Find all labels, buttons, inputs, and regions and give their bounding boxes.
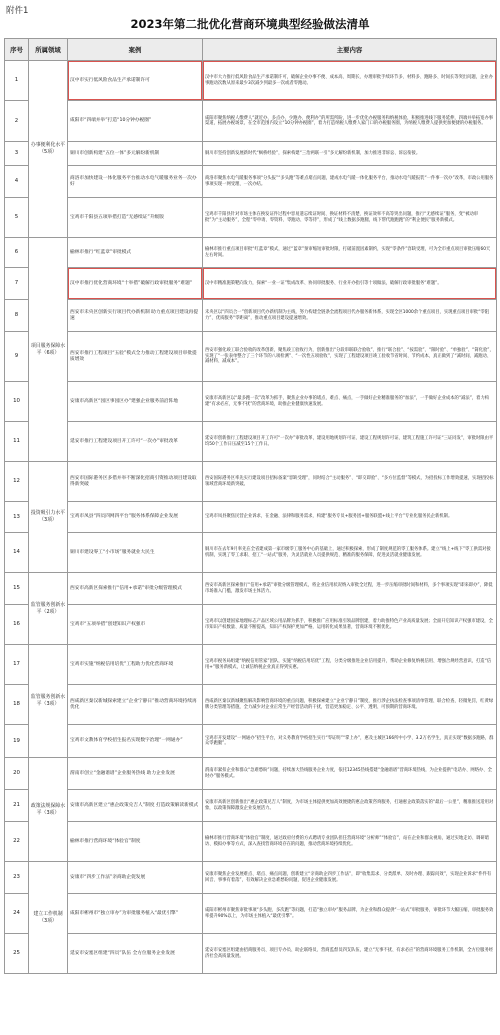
row-number: 10 xyxy=(5,382,29,422)
case-cell: 汉中市推行优化营商环境“十举措”破解行政审批服务“难题” xyxy=(68,268,203,300)
case-cell: 咸阳市“四端并举”打造“10分钟办税圈” xyxy=(68,101,203,142)
col-header-content: 主要内容 xyxy=(203,39,497,61)
case-cell: 西安市推行工程项目“五验”模式全力推动工程建设项目审批提质增效 xyxy=(68,332,203,382)
area-group-label: 投资吸引力水平（3项） xyxy=(29,462,68,573)
content-cell: 商洛市聚焦水电气暖服务事项“分头报”“多头跑”等难点堵点问题，建成水电气暖一体化服务平台，推动水电气暖报装“一件事一次办”改革，市政公用服务事项实现一网受理、一次办结。 xyxy=(203,166,497,198)
table-row xyxy=(5,422,497,462)
row-number: 16 xyxy=(5,605,29,645)
table-row xyxy=(5,61,497,101)
case-cell: 延安市推行工程建设项目开工许可“一次办”审批改革 xyxy=(68,422,203,462)
table-row xyxy=(5,573,497,605)
content-cell: 宝鸡市以创建国家地理标志产品区域公用品牌为抓手，积极推广应用标准引领品牌创建，着力助推特色产业高质量发展；全面开启知识产权强市建设，全市知识产权数量、质量不断提高，知识产权保护更加严格，运用转化成果显著，营商环境不断优化。 xyxy=(203,605,497,645)
content-cell: 榆林市推行重点项目审批“红蓝章”模式，通过“蓝章”预审缩短审批时限，打破前置因素制约，实现“零条件”容缺受理，可为全市重点项目审批压缩60天左右时间。 xyxy=(203,238,497,268)
row-number: 7 xyxy=(5,268,29,300)
row-number: 20 xyxy=(5,758,29,790)
area-group-label: 政策法规保障水平（3项） xyxy=(29,758,68,862)
case-cell: 宝鸡市千阳县五项举措打造“无感续证”升级版 xyxy=(68,198,203,238)
table-row xyxy=(5,645,497,685)
case-cell: 西安市高新区探索推行“信用+承诺”审批分级管理模式 xyxy=(68,573,203,605)
table-row xyxy=(5,758,497,790)
row-number: 23 xyxy=(5,862,29,894)
table-row xyxy=(5,790,497,822)
table-row xyxy=(5,822,497,862)
case-cell: 安康市“四步工作法”亲商助企促发展 xyxy=(68,862,203,894)
table-row xyxy=(5,332,497,382)
content-cell: 延安市创新推行工程建设项目开工许可“一次办”审批改革，建设用地规划许可证、建设工程规划许可证、建筑工程施工许可证“三证同发”，审批时限由平均50个工作日压减至15个工作日。 xyxy=(203,422,497,462)
area-group-label: 监管服务创新水平（2项） xyxy=(29,573,68,645)
case-cell: 宝鸡市凤县“四员四网四平台”服务体系保障企业发展 xyxy=(68,502,203,533)
case-cell: 延安市安塞区组建“四员”队伍 全方位服务企业发展 xyxy=(68,934,203,974)
table-row xyxy=(5,300,497,332)
case-cell: 榆林市推行营商环境“体验官”制度 xyxy=(68,822,203,862)
case-cell: 汉中市实行低风险食品生产承诺制许可 xyxy=(68,61,203,101)
table-row xyxy=(5,894,497,934)
area-group-label: 办事便利化水平（5项） xyxy=(29,61,68,238)
col-header-no: 序号 xyxy=(5,39,29,61)
content-cell: 安康市聚焦企业发展难点、堵点、痛点问题，创新建立“亲商助企四步工作法”，即“收集需求、分类派单、及时办理、跟踪问效”，实现企业诉求“件件有回音、事事有着落”，有效解决企业急难愁盼问题，促进企业健康发展。 xyxy=(203,862,497,894)
area-group-label: 项目服务保障水平（6项） xyxy=(29,238,68,462)
content-cell: 西安市强化竣工联合验收的改革创新，聚焦竣工验收行为，创新推出“分段串联联合验收”、推行“联合验”、“按需验”、“限时验”、“单独验”、“简化验”，实现了“一张表单整合了三个环节的八项检测”、“一次性五项验收”，实现了工程建设项目竣工验收节省时间、节约成本，真正做到了“减时间、减跑动、减材料、减成本”。 xyxy=(203,332,497,382)
content-cell: 西咸新区秦汉新城聚焦解决影响营商环境的重点问题，积极探索建立“企业宁静日”制度，推行涉企执法检查事项清单管理、联合检查、轻微免罚，红黄绿牌分类管理等措施，全力减少对企业正常生产经营活动的干扰，营造更加稳定、公平、透明、可预期的营商环境。 xyxy=(203,685,497,725)
row-number: 15 xyxy=(5,573,29,605)
content-cell: 安康市高新区创新推出“惠企政策兑吉人”制度，为市场主体提供更加高效便捷的惠企政策咨询服务，打通惠企政策落实的“最后一公里”，精准推送适用对象，以政策保障激发企业发展活力。 xyxy=(203,790,497,822)
content-cell: 榆林市推行营商环境“体验官”制度，通过政府付费的方式聘请专业团队担任营商环境“分析师”“体验官”，站在企业和群众视角，通过实地走访、调研暗访、模拟办事等方式，深入查找营商环境存在的问题，推动营商环境持续优化。 xyxy=(203,822,497,862)
content-cell: 安康市高新区以“最多跑一次”改革为抓手，聚焦企业办事的堵点、难点、痛点，一手做好企业精准服务的“加法”，一手做好企业成本的“减法”，着力构建“有求必应，无事不扰”的营商环境，助推企业健康快速发展。 xyxy=(203,382,497,422)
table-row xyxy=(5,268,497,300)
table-row xyxy=(5,934,497,974)
row-number: 19 xyxy=(5,725,29,758)
table-row xyxy=(5,725,497,758)
content-cell: 延安市安塞区组建由招商服务员、项目专办员、助企联络员、营商监督员四支队伍，建立“无事不扰、有求必应”的营商环境服务工作机制，全方位服务经济社会高质量发展。 xyxy=(203,934,497,974)
row-number: 25 xyxy=(5,934,29,974)
row-number: 8 xyxy=(5,300,29,332)
row-number: 9 xyxy=(5,332,29,382)
row-number: 4 xyxy=(5,166,29,198)
content-cell: 汉中市精准施策靶向发力，探索“一业一证”集成改革、协同审批服务、行业开办指引等十项做法，破解行政审批服务“难题”。 xyxy=(203,268,497,300)
page-title: 2023年第二批优化营商环境典型经验做法清单 xyxy=(130,17,370,31)
case-cell: 商洛市加快建设一体化服务平台推动水电气暖服务业务一次办好 xyxy=(68,166,203,198)
row-number: 22 xyxy=(5,822,29,862)
row-number: 24 xyxy=(5,894,29,934)
case-cell: 铜川市创新构建“五位一体”多元解纷新机制 xyxy=(68,142,203,166)
content-cell: 铜川市坚持创新发展新时代“枫桥经验”，探索构建“三治两联一引”多元解纷新机制，加力推进非诉讼、诉讼衔接。 xyxy=(203,142,497,166)
row-number: 2 xyxy=(5,101,29,142)
case-cell: 铜川市建设零工“小市场”服务就业大民生 xyxy=(68,533,203,573)
row-number: 5 xyxy=(5,198,29,238)
content-cell: 宝鸡市开发建设“一网通办”招生平台，对义务教育学校招生实行“零证明”“掌上办”，惠及主城区166所中小学、3.2万名学生，真正实现“数据多跑路，群众零跑腿”。 xyxy=(203,725,497,758)
table-row xyxy=(5,533,497,573)
content-cell: 渭南市紧扣企业和群众“急难愁盼”问题，持续加大热线服务企业力度，依托12345热线搭建“金融谱谱”营商环境热线，为企业提供“电话办、网络办、全时办”服务模式。 xyxy=(203,758,497,790)
case-cell: 渭南市创立“金融谱谱”企业服务热线 助力企业发展 xyxy=(68,758,203,790)
table-row xyxy=(5,238,497,268)
attachment-label: 附件1 xyxy=(6,6,29,16)
table-row xyxy=(5,198,497,238)
row-number: 13 xyxy=(5,502,29,533)
col-header-case: 案例 xyxy=(68,39,203,61)
row-number: 17 xyxy=(5,645,29,685)
area-group-label: 监管服务创新水平（3项） xyxy=(29,645,68,758)
table-body xyxy=(5,61,497,974)
content-cell: 未央区以“四员合一”创新项目代办新机制为主线，努力构建全链条全流程项目代办服务新体系，实现全区1000余个重点项目，实现重点项目审批“零阻力”、优质服务“零距离”，推动重点项目建设提速增效。 xyxy=(203,300,497,332)
row-number: 1 xyxy=(5,61,29,101)
experience-table xyxy=(4,38,497,974)
row-number: 6 xyxy=(5,238,29,268)
table-row xyxy=(5,862,497,894)
case-cell: 宝鸡市文教体育学校招生报名实现数字治理“一网通办” xyxy=(68,725,203,758)
case-cell: 宝鸡市实施“纳税信用培优”工程助力优化营商环境 xyxy=(68,645,203,685)
table-row xyxy=(5,142,497,166)
content-cell: 宝鸡市税务局组建“纳税信用管家”团队，实施“纳税信用培优”工程，分类分级推进企业信用提升，帮助企业修复纳税信用、增强合规经营意识，打造“信用+”服务新模式，让诚信纳税企业真正得到实惠。 xyxy=(203,645,497,685)
content-cell: 西安国际港务区率先实行建设项目招标备案“容缺受理”，同时结合“主动服务”、“即交即验”、“多方位监督”等模式，为招投标工作增效提速，实现招投标领域营商环境新突破。 xyxy=(203,462,497,502)
table-row xyxy=(5,101,497,142)
content-cell: 铜川市在去年9月率先在全省建成第一家市级零工服务中心的基础上，通过积极探索，形成了制度规范的零工服务体系。建立“线上+线下”零工供需对接机制，实现了零工求职、招工“一站式”服务，为灵活就业人员提供规范、精准的服务保障，促进灵活就业健康发展。 xyxy=(203,533,497,573)
row-number: 14 xyxy=(5,533,29,573)
case-cell: 安康市高新区“园区事园区办”建强企业服务前沿阵地 xyxy=(68,382,203,422)
content-cell: 宝鸡市凤县聚焦民营企业诉求，在金融、法律和服务需求，构建“服务专员+服务团+服务联盟+线上平台”专业化服务民企新机制。 xyxy=(203,502,497,533)
content-cell: 宝鸡市千阳县针对市场主体在换发证件过程中容易遗忘续证时间、换证材料不清楚、换证效率不高等突出问题，推行“无感续证”服务，变“被动审批”为“主动服务”，全程“零申请、零资料、零跑动、零等待”，形成了“线上数据多跑腿，线下帮代跑跑跑”的“利企便民”服务新模式。 xyxy=(203,198,497,238)
row-number: 12 xyxy=(5,462,29,502)
case-cell: 榆林市推行“红蓝章”审批模式 xyxy=(68,238,203,268)
case-cell: 西安市国际港务区多措并举不断深化招商引资推动项目建设取得新突破 xyxy=(68,462,203,502)
table-row xyxy=(5,462,497,502)
row-number: 11 xyxy=(5,422,29,462)
table-row xyxy=(5,166,497,198)
content-cell: 咸阳市聚焦纳税人缴费人“就近办、多点办、少跑办、便利办”的所需所盼，进一步优化办税服务和纳税体验，积极推进线下服务延伸，四端并举拓宽办事渠道，拓展办税场景，在全市范围内设立“10分钟办税圈”，着力打造纳税人缴费人家门口的办税服务圈，为纳税人缴费人提供更加便捷的办税服务。 xyxy=(203,101,497,142)
table-row xyxy=(5,502,497,533)
table-row xyxy=(5,382,497,422)
case-cell: 西安市未央区创新实行项目代办新机制 助力重点项目建设再提速 xyxy=(68,300,203,332)
content-cell: 汉中市大力推行低风险食品生产承诺制许可，破解企业办事不便、成本高、周期长、办理审批手续环节多、材料多、跑路多、时间长等突出问题，企业办事跑动次数从原来最少3次减少到最多一次或者零跑动。 xyxy=(203,61,497,101)
table-row xyxy=(5,685,497,725)
row-number: 18 xyxy=(5,685,29,725)
content-cell: 咸阳市彬州市聚焦审批事项“多头跑、多次跑”等问题，打造“独立审办”服务品牌，为企业和群众提供“一站式”审批服务，审批环节大幅压缩，审批服务效率提升90%以上，为市场主体植入“最优引擎”。 xyxy=(203,894,497,934)
case-cell: 安康市高新区建立“惠企政策兑吉人”制度 打造政策解读新模式 xyxy=(68,790,203,822)
table-header-row xyxy=(5,39,497,61)
case-cell: 咸阳市彬州市“独立审办”为审批服务植入“最优引擎” xyxy=(68,894,203,934)
row-number: 21 xyxy=(5,790,29,822)
area-group-label: 建立工作机制（3项） xyxy=(29,862,68,974)
col-header-area: 所属领域 xyxy=(29,39,68,61)
table-row xyxy=(5,605,497,645)
content-cell: 西安市高新区探索推行“信用+承诺”审批分级管理模式，将企业信用状况纳入审批全过程，进一步压缩审批时间和材料，多个事项实现“即来即办”，降低市场准入门槛，激发市场主体活力。 xyxy=(203,573,497,605)
row-number: 3 xyxy=(5,142,29,166)
case-cell: 西咸新区秦汉新城探索建立“企业宁静日”推动营商环境持续再优化 xyxy=(68,685,203,725)
case-cell: 宝鸡市“五项举措”创建知识产权强市 xyxy=(68,605,203,645)
